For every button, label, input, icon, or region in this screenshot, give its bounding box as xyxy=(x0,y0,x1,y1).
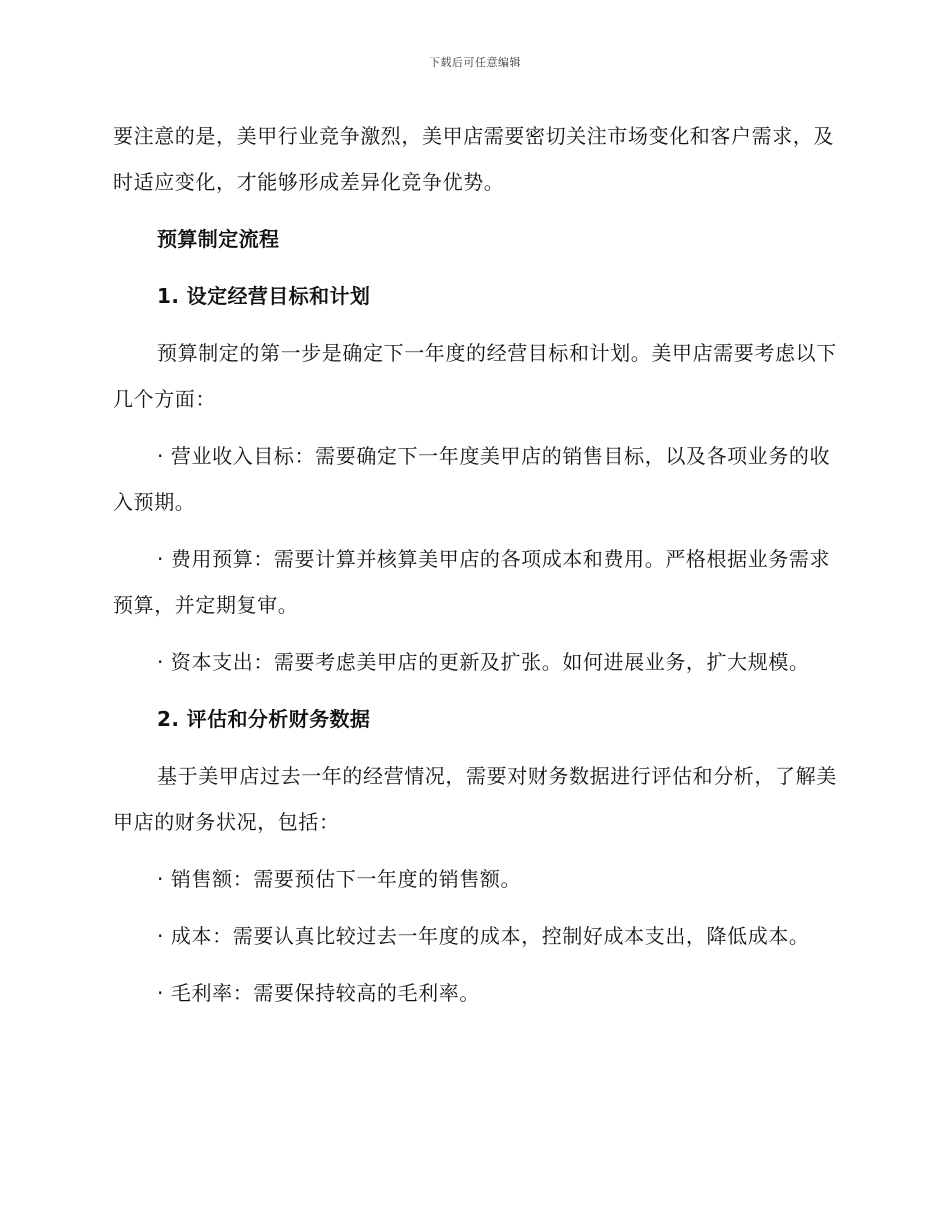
step2-title: 2. 评估和分析财务数据 xyxy=(157,707,371,731)
step1-bullet-expense: · 费用预算：需要计算并核算美甲店的各项成本和费用。严格根据业务需求预算，并定期复审。 xyxy=(113,547,831,617)
intro-paragraph: 要注意的是，美甲行业竞争激烈，美甲店需要密切关注市场变化和客户需求，及时适应变化，才能够形成差异化竞争优势。 xyxy=(113,124,834,194)
header-note: 下载后可任意编辑 xyxy=(429,56,521,69)
section-title: 预算制定流程 xyxy=(157,227,280,251)
step1-bullet-revenue: · 营业收入目标：需要确定下一年度美甲店的销售目标，以及各项业务的收入预期。 xyxy=(113,444,831,514)
step2-bullet-margin: · 毛利率：需要保持较高的毛利率。 xyxy=(157,981,480,1005)
step1-bullet-capex: · 资本支出：需要考虑美甲店的更新及扩张。如何进展业务，扩大规模。 xyxy=(157,650,810,674)
step2-paragraph: 基于美甲店过去一年的经营情况，需要对财务数据进行评估和分析，了解美甲店的财务状况，包括： xyxy=(113,764,837,834)
step2-bullet-sales: · 销售额：需要预估下一年度的销售额。 xyxy=(157,867,522,891)
document-body xyxy=(113,113,843,1027)
step1-title: 1. 设定经营目标和计划 xyxy=(157,284,371,308)
step1-paragraph: 预算制定的第一步是确定下一年度的经营目标和计划。美甲店需要考虑以下几个方面： xyxy=(113,341,837,411)
step2-bullet-cost: · 成本：需要认真比较过去一年度的成本，控制好成本支出，降低成本。 xyxy=(157,924,810,948)
